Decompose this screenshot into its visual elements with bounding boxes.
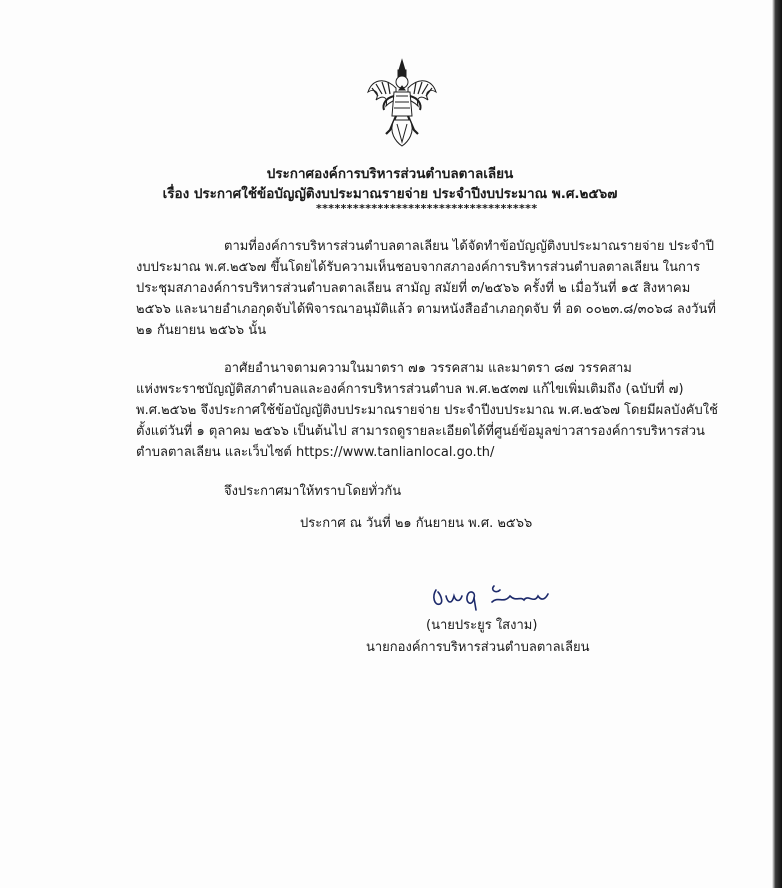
paragraph-line: ๒๑ กันยายน ๒๕๖๖ นั้น [136,323,267,338]
announcement-closing: จึงประกาศมาให้ทราบโดยทั่วกัน [224,484,402,499]
paragraph-line: พ.ศ.๒๕๖๒ จึงประกาศใช้ข้อบัญญัติงบประมาณรายจ่าย ประจำปีงบประมาณ พ.ศ.๒๕๖๗ โดยมีผลบังคับใช้ [136,403,718,418]
paragraph-line: แห่งพระราชบัญญัติสภาตำบลและองค์การบริหารส่วนตำบล พ.ศ.๒๕๓๗ แก้ไขเพิ่มเติมถึง (ฉบับที่ ๗) [136,382,684,397]
separator-line: ************************************ [316,202,538,215]
announcement-subject: เรื่อง ประกาศใช้ข้อบัญญัติงบประมาณรายจ่าย ประจำปีงบประมาณ พ.ศ.๒๕๖๗ [162,186,618,202]
paragraph-1 [136,236,716,341]
announcement-issuer: ประกาศองค์การบริหารส่วนตำบลตาลเลียน [266,166,514,182]
announcement-date: ประกาศ ณ วันที่ ๒๑ กันยายน พ.ศ. ๒๕๖๖ [300,516,533,531]
signer-position: นายกองค์การบริหารส่วนตำบลตาลเลียน [366,640,590,655]
paragraph-line: ตำบลตาลเลียน และเว็บไซต์ https://www.tanlianlocal.go.th/ [136,445,495,460]
paragraph-line: ประชุมสภาองค์การบริหารส่วนตำบลตาลเลียน สามัญ สมัยที่ ๓/๒๕๖๖ ครั้งที่ ๒ เมื่อวันที่ ๑๕ สิงหาคม [136,281,691,296]
paragraph-2 [136,358,718,463]
paragraph-line: ตามที่องค์การบริหารส่วนตำบลตาลเลียน ได้จัดทำข้อบัญญัติงบประมาณรายจ่าย ประจำปี [224,239,714,254]
scan-edge [772,0,782,888]
signer-name: (นายประยูร ใสงาม) [426,618,538,633]
handwritten-signature [428,580,558,614]
paragraph-line: อาศัยอำนาจตามความในมาตรา ๗๑ วรรคสาม และมาตรา ๘๗ วรรคสาม [224,361,632,376]
paragraph-line: ๒๕๖๖ และนายอำเภอกุดจับได้พิจารณาอนุมัติแล้ว ตามหนังสืออำเภอกุดจับ ที่ อด ๐๐๒๓.๘/๓๐๖๘ ลงวันที่ [136,302,716,317]
garuda-emblem-icon [366,58,438,148]
paragraph-line: ตั้งแต่วันที่ ๑ ตุลาคม ๒๕๖๖ เป็นต้นไป สามารถดูรายละเอียดได้ที่ศูนย์ข้อมูลข่าวสารองค์การบริหารส่วน [136,424,705,439]
paragraph-line: งบประมาณ พ.ศ.๒๕๖๗ ขึ้นโดยได้รับความเห็นชอบจากสภาองค์การบริหารส่วนตำบลตาลเลียน ในการ [136,260,701,275]
